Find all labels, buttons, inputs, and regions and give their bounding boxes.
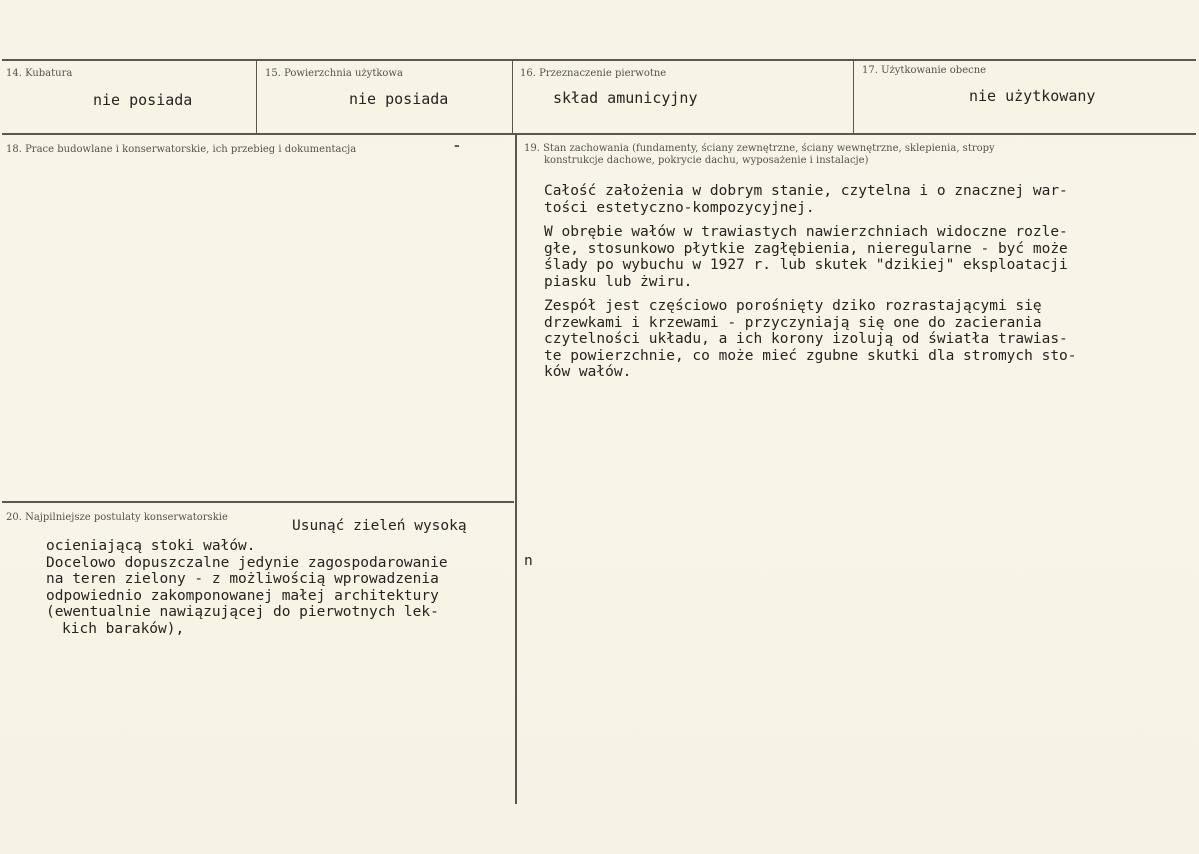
field-15-value: nie posiada bbox=[349, 90, 449, 108]
field-19-body bbox=[544, 183, 1077, 389]
field-15-label: 15. Powierzchnia użytkowa bbox=[265, 68, 403, 79]
field-14-value: nie posiada bbox=[93, 91, 193, 109]
field-19-label-line-2: konstrukcje dachowe, pokrycie dachu, wyposażenie i instalacje) bbox=[544, 155, 869, 166]
field-20-first-line: Usunąć zieleń wysoką bbox=[292, 518, 467, 534]
divider-18-20 bbox=[2, 501, 514, 503]
field-16-label: 16. Przeznaczenie pierwotne bbox=[520, 68, 667, 79]
field-17-label: 17. Użytkowanie obecne bbox=[862, 65, 987, 76]
top-rule bbox=[2, 59, 1196, 61]
paragraph-3: Zespół jest częściowo porośnięty dziko rozrastającymi się drzewkami i krzewami - przyczyniają się one do zacierania czytelności układu, a ich korony izolują od światła trawias- te powierzchnie, co może mieć zgubne skutki dla stromych sto- ków wałów. bbox=[544, 298, 1077, 380]
field-14-label: 14. Kubatura bbox=[6, 68, 73, 79]
field-20-body: ocieniającą stoki wałów. Docelowo dopuszczalne jedynie zagospodarowanie na teren zielony - z możliwością wprowadzenia odpowiednio zakomponowanej małej architektury (ewentualnie nawiązującej do pierwotnych lek- kich baraków), bbox=[46, 538, 448, 637]
divider-18-19 bbox=[515, 134, 517, 804]
paragraph-2: W obrębie wałów w trawiastych nawierzchniach widoczne rozle- głe, stosunkowo płytkie zagłębienia, nieregularne - być może ślady po wybuchu w 1927 r. lub skutek "dzikiej" eksploatacji piasku lub żwiru. bbox=[544, 224, 1068, 290]
field-19-label-line-1: 19. Stan zachowania (fundamenty, ściany zewnętrzne, ściany wewnętrzne, sklepienia, stropy bbox=[524, 143, 995, 154]
divider-16-17 bbox=[853, 60, 854, 134]
divider-15-16 bbox=[512, 60, 513, 134]
paragraph-1: Całość założenia w dobrym stanie, czytelna i o znacznej war- tości estetyczno-kompozycyjnej. bbox=[544, 183, 1068, 216]
field-20-label: 20. Najpilniejsze postulaty konserwatorskie bbox=[6, 512, 228, 523]
field-18-mark: - bbox=[454, 138, 460, 154]
field-18-label: 18. Prace budowlane i konserwatorskie, ich przebieg i dokumentacja bbox=[6, 144, 357, 155]
divider-14-15 bbox=[256, 60, 257, 134]
row-divider bbox=[2, 133, 1196, 135]
field-16-value: skład amunicyjny bbox=[553, 89, 698, 107]
field-20-overflow-char: n bbox=[524, 553, 533, 569]
field-17-value: nie użytkowany bbox=[969, 87, 1096, 105]
